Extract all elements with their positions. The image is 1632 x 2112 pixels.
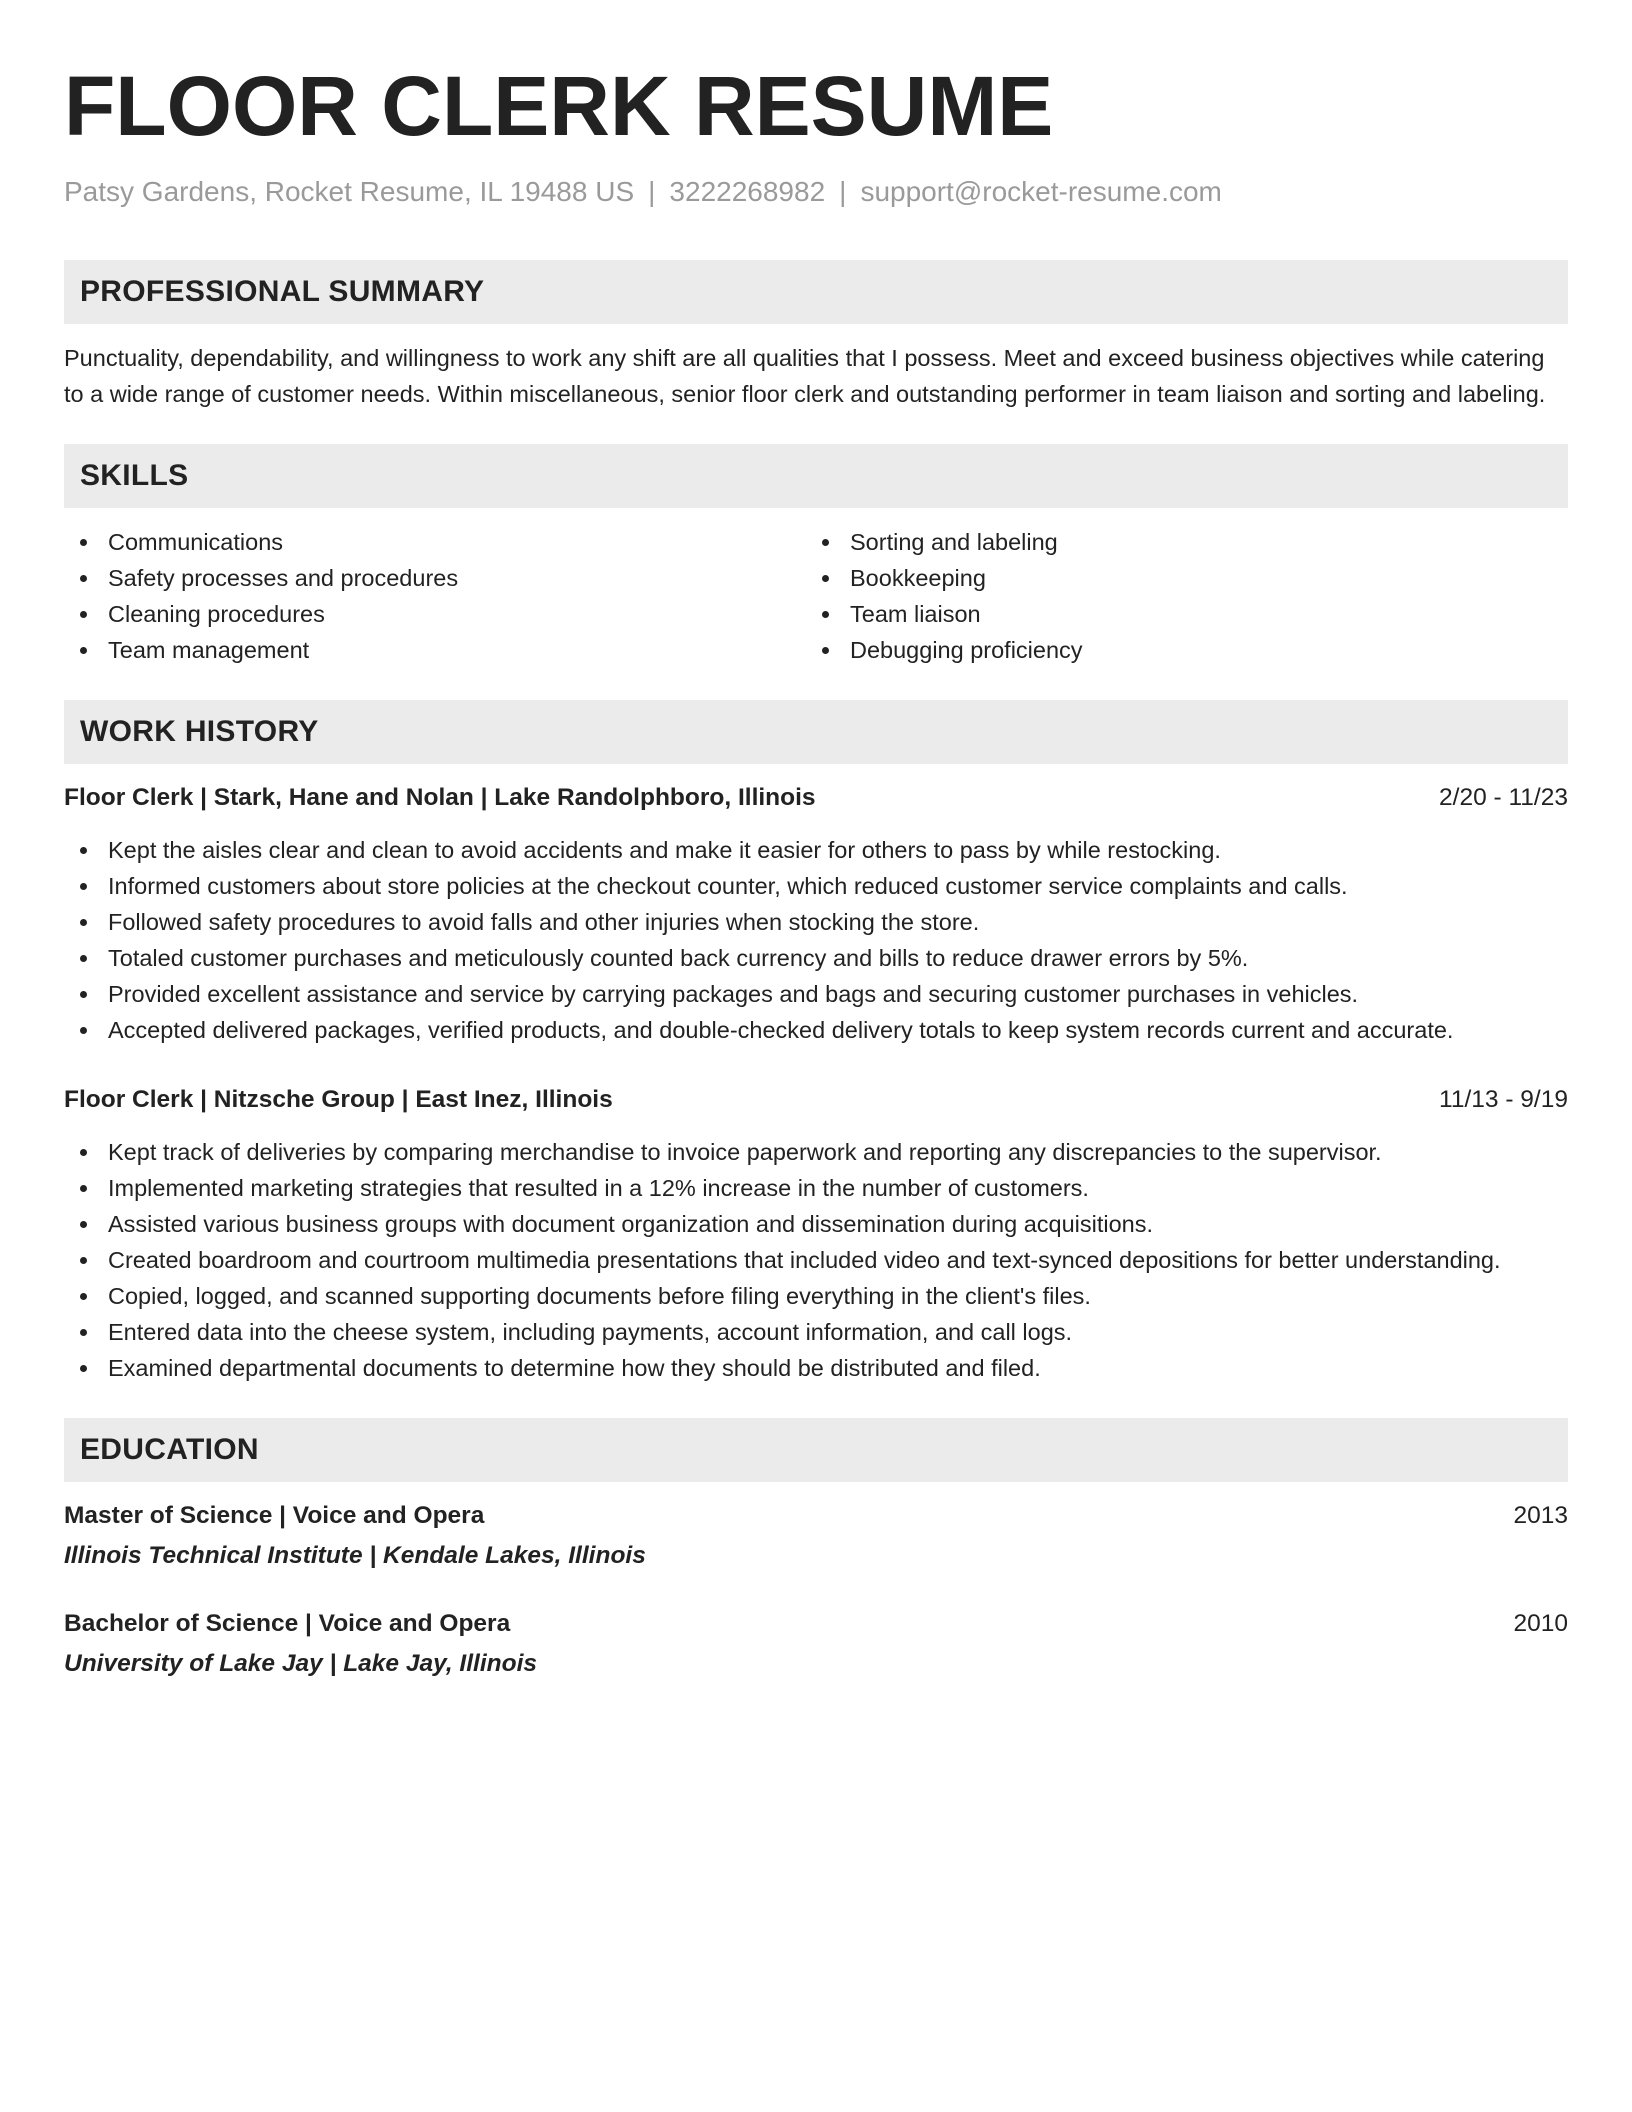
section-header-skills: SKILLS [64, 444, 1568, 508]
job-title: Floor Clerk | Nitzsche Group | East Inez, Illinois [64, 1086, 613, 1113]
education-entry [64, 1606, 1568, 1682]
job-bullet: Copied, logged, and scanned supporting documents before filing everything in the client's files. [64, 1278, 1568, 1314]
job-bullet: Accepted delivered packages, verified products, and double-checked delivery totals to keep system records current and accurate. [64, 1012, 1568, 1048]
graduation-year: 2010 [1513, 1610, 1568, 1637]
education-header [64, 1498, 1568, 1534]
job-bullet: Provided excellent assistance and service by carrying packages and bags and securing customer purchases in vehicles. [64, 976, 1568, 1012]
skill-item: Safety processes and procedures [64, 560, 806, 596]
contact-phone: 3222268982 [669, 176, 826, 207]
job-bullet: Assisted various business groups with document organization and dissemination during acquisitions. [64, 1206, 1568, 1242]
job-bullet: Totaled customer purchases and meticulously counted back currency and bills to reduce drawer errors by 5%. [64, 940, 1568, 976]
skills-column-right [806, 524, 1548, 668]
job-bullet: Created boardroom and courtroom multimedia presentations that included video and text-synced depositions for better understanding. [64, 1242, 1568, 1278]
education-entry [64, 1498, 1568, 1574]
contact-address: Patsy Gardens, Rocket Resume, IL 19488 US [64, 176, 635, 207]
job-entry [64, 780, 1568, 1048]
section-header-education: EDUCATION [64, 1418, 1568, 1482]
contact-separator: | [839, 176, 847, 207]
job-header [64, 1082, 1568, 1118]
school-name: University of Lake Jay | Lake Jay, Illinois [64, 1650, 538, 1677]
skill-item: Bookkeeping [806, 560, 1548, 596]
education-header [64, 1606, 1568, 1642]
job-bullet: Examined departmental documents to determine how they should be distributed and filed. [64, 1350, 1568, 1386]
summary-text: Punctuality, dependability, and willingness to work any shift are all qualities that I possess. Meet and exceed business objectives while catering to a wide range of customer needs. Within miscellaneous, senior floor clerk and outstanding performer in team liaison and sorting and labeling. [64, 345, 1546, 407]
job-dates: 2/20 - 11/23 [1439, 784, 1568, 811]
job-bullet: Informed customers about store policies at the checkout counter, which reduced customer service complaints and calls. [64, 868, 1568, 904]
job-bullets [64, 1134, 1568, 1386]
skill-item: Team management [64, 632, 806, 668]
skill-item: Sorting and labeling [806, 524, 1548, 560]
job-bullets [64, 832, 1568, 1048]
skills-column-left [64, 524, 806, 668]
section-header-summary: PROFESSIONAL SUMMARY [64, 260, 1568, 324]
resume-title: FLOOR CLERK RESUME [64, 59, 1054, 153]
contact-email: support@rocket-resume.com [860, 176, 1222, 207]
job-bullet: Kept the aisles clear and clean to avoid accidents and make it easier for others to pass by while restocking. [64, 832, 1568, 868]
degree-title: Master of Science | Voice and Opera [64, 1502, 485, 1529]
section-header-work-history: WORK HISTORY [64, 700, 1568, 764]
skills-list [64, 524, 1568, 668]
graduation-year: 2013 [1513, 1502, 1568, 1529]
contact-line [64, 174, 1568, 210]
school-name: Illinois Technical Institute | Kendale Lakes, Illinois [64, 1542, 646, 1569]
job-title: Floor Clerk | Stark, Hane and Nolan | Lake Randolphboro, Illinois [64, 784, 816, 811]
job-entry [64, 1082, 1568, 1386]
job-bullet: Kept track of deliveries by comparing merchandise to invoice paperwork and reporting any discrepancies to the supervisor. [64, 1134, 1568, 1170]
job-bullet: Entered data into the cheese system, including payments, account information, and call logs. [64, 1314, 1568, 1350]
job-dates: 11/13 - 9/19 [1439, 1086, 1568, 1113]
degree-title: Bachelor of Science | Voice and Opera [64, 1610, 511, 1637]
skill-item: Communications [64, 524, 806, 560]
job-header [64, 780, 1568, 816]
skill-item: Team liaison [806, 596, 1548, 632]
skill-item: Cleaning procedures [64, 596, 806, 632]
contact-separator: | [648, 176, 656, 207]
skill-item: Debugging proficiency [806, 632, 1548, 668]
job-bullet: Implemented marketing strategies that resulted in a 12% increase in the number of customers. [64, 1170, 1568, 1206]
job-bullet: Followed safety procedures to avoid falls and other injuries when stocking the store. [64, 904, 1568, 940]
